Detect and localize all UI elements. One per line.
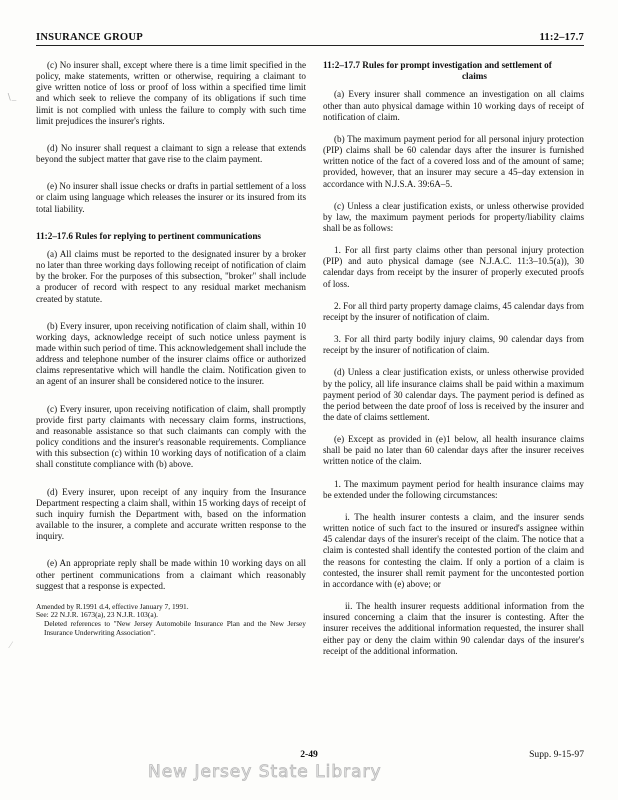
section-17-7-c: (c) Unless a clear justification exists, or unless otherwise provided by law, the maximum payment periods for property/liability claims shall be as follows: <box>323 200 584 233</box>
page-number: 2-49 <box>300 749 318 760</box>
paragraph-e: (e) No insurer shall issue checks or drafts in partial settlement of a loss or claim using language which releases the insurer or its insured from its total liability. <box>36 181 306 214</box>
running-header <box>36 32 584 46</box>
supplement-date: Supp. 9-15-97 <box>529 749 584 760</box>
section-heading-17-7-line1: 11:2–17.7 Rules for prompt investigation and settlement of <box>323 60 552 70</box>
section-17-6-d: (d) Every insurer, upon receipt of any inquiry from the Insurance Department respecting a claim shall, within 15 working days of receipt of such inquiry furnish the Department with, based on the information available to the insurer, a complete and accurate written response to the inquiry. <box>36 486 306 542</box>
section-17-6-b: (b) Every insurer, upon receiving notification of claim shall, within 10 working days, acknowledge receipt of such notice unless payment is made within such period of time. This acknowledgement shall include the address and telephone number of the insurer claims office or authorized claims representative which will handle the claim. Notification given to an agent of an insurer shall be considered notice to the insurer. <box>36 320 306 387</box>
section-heading-17-6: 11:2–17.6 Rules for replying to pertinent communications <box>36 230 262 241</box>
section-17-6-e: (e) An appropriate reply shall be made within 10 working days on all other pertinent communications from a claimant which reasonably suggest that a response is expected. <box>36 558 306 591</box>
section-17-6-a: (a) All claims must be reported to the designated insurer by a broker no later than three working days following receipt of notification of claim by the broker. For the purposes of this subsection, "broker" shall include a producer of record with respect to any residual market mechanism created by statute. <box>36 248 306 304</box>
paragraph-d: (d) No insurer shall request a claimant to sign a release that extends beyond the subject matter that gave rise to the claim payment. <box>36 142 306 165</box>
right-column <box>323 60 584 657</box>
section-17-7-e-1-ii: ii. The health insurer requests additional information from the insured concerning a claim that the insurer is contesting. After the insurer receives the additional information requested, the insurer shall either pay or deny the claim within 90 calendar days of the insurer's receipt of the additional information. <box>323 601 584 656</box>
history-note: See: 22 N.J.R. 1673(a), 23 N.J.R. 103(a). <box>36 610 158 620</box>
history-note: Amended by R.1991 d.4, effective January 7, 1991. <box>36 601 189 611</box>
section-17-7-c-1: 1. For all first party claims other than personal injury protection (PIP) and auto physical damage (see N.J.A.C. 11:3–10.5(a)), 30 calendar days from receipt by the insurer of properly executed proofs of loss. <box>323 245 584 289</box>
section-17-7-e-1: 1. The maximum payment period for health insurance claims may be extended under the following circumstances: <box>323 478 584 500</box>
section-17-7-e: (e) Except as provided in (e)1 below, all health insurance claims shall be paid no later than 60 calendar days after the insurer receives written notice of the claim. <box>323 434 584 467</box>
section-heading-17-7 <box>323 60 584 82</box>
header-section-range: 11:2–17.7 <box>539 32 584 43</box>
section-17-7-c-3: 3. For all third party bodily injury claims, 90 calendar days from receipt by the insurer of notification of claim. <box>323 334 584 356</box>
paragraph-c: (c) No insurer shall, except where there is a time limit specified in the policy, make statements, written or otherwise, requiring a claimant to give written notice of loss or proof of loss within a specified time limit and which seek to relieve the company of its obligations if such time limit is not complied with unless the failure to comply with such time limit prejudices the insurer's rights. <box>36 60 306 126</box>
section-17-7-a: (a) Every insurer shall commence an investigation on all claims other than auto physical damage within 10 working days of receipt of notification of claim. <box>323 89 584 122</box>
section-17-7-b: (b) The maximum payment period for all personal injury protection (PIP) claims shall be 60 calendar days after the insurer is furnished written notice of the fact of a covered loss and of the amount of same; provided, however, that an insurer may secure a 45–day extension in accordance with N.J.S.A. 39:6A–5. <box>323 133 584 189</box>
library-stamp: New Jersey State Library <box>148 762 382 782</box>
header-title: INSURANCE GROUP <box>36 32 143 43</box>
section-17-7-e-1-i: i. The health insurer contests a claim, and the insurer sends written notice of such fact to the insured or insured's assignee within 45 calendar days of the insurer's receipt of the claim. The notice that a claim is contested shall identify the contested portion of the claim and the reasons for contesting the claim. If only a portion of a claim is contested, the insurer shall remit payment for the uncontested portion in accordance with (e) above; or <box>323 511 584 589</box>
history-note: Deleted references to "New Jersey Automobile Insurance Plan and the New Jersey Insurance Underwriting Association". <box>44 619 306 637</box>
section-heading-17-7-line2: claims <box>461 71 487 82</box>
section-17-7-d: (d) Unless a clear justification exists, or unless otherwise provided by the policy, all life insurance claims shall be paid within a maximum payment period of 30 calendar days. The payment period is defined as the period between the date proof of loss is received by the insurer and the date of claims settlement. <box>323 367 584 422</box>
margin-mark: ∖_ <box>6 92 17 102</box>
section-17-7-c-2: 2. For all third party property damage claims, 45 calendar days from receipt by the insurer of notification of claim. <box>323 300 584 322</box>
left-column <box>36 60 306 637</box>
section-17-6-c: (c) Every insurer, upon receiving notification of claim, shall promptly provide first party claimants with necessary claim forms, instructions, and reasonable assistance so that such claimants can comply with the policy conditions and the insurer's reasonable requirements. Compliance with this subsection (c) within 10 working days of notification of a claim shall constitute compliance with (b) above. <box>36 403 306 470</box>
margin-mark: ⁄ <box>10 640 12 650</box>
